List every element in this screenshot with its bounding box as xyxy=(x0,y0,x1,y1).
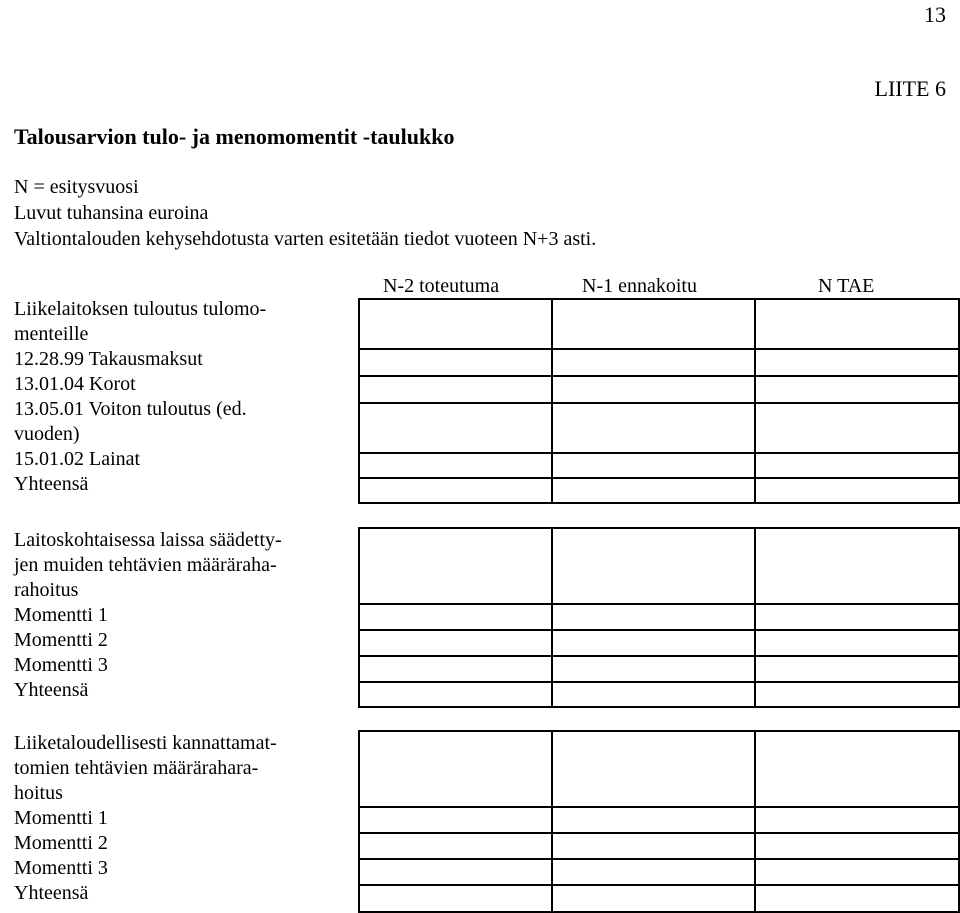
page-number: 13 xyxy=(924,2,946,27)
row-divider xyxy=(360,375,958,377)
document-title: Talousarvion tulo- ja menomomentit -taulukko xyxy=(14,124,455,149)
row-divider xyxy=(360,603,958,605)
row-label: Laitoskohtaisessa laissa säädetty- xyxy=(14,529,282,551)
row-divider xyxy=(360,884,958,886)
row-label: Momentti 3 xyxy=(14,654,108,676)
row-label: Momentti 1 xyxy=(14,604,108,626)
section-1-labels xyxy=(14,297,359,497)
row-divider xyxy=(360,477,958,479)
row-label: menteille xyxy=(14,323,89,345)
row-label: Liikelaitoksen tuloutus tulomo- xyxy=(14,298,267,320)
row-label: hoitus xyxy=(14,782,63,804)
row-label: Momentti 2 xyxy=(14,629,108,651)
row-label: vuoden) xyxy=(14,423,80,445)
row-label: Momentti 3 xyxy=(14,857,108,879)
row-divider xyxy=(360,452,958,454)
section-3-grid xyxy=(358,730,960,913)
intro-line: N = esitysvuosi xyxy=(14,176,139,198)
intro-line: Valtiontalouden kehysehdotusta varten esitetään tiedot vuoteen N+3 asti. xyxy=(14,228,597,250)
column-divider xyxy=(754,529,756,706)
row-label: 12.28.99 Takausmaksut xyxy=(14,348,203,370)
row-label: jen muiden tehtävien määräraha- xyxy=(14,554,277,576)
section-2-grid xyxy=(358,527,960,708)
row-divider xyxy=(360,832,958,834)
row-label: Yhteensä xyxy=(14,882,89,904)
row-divider xyxy=(360,681,958,683)
column-header-n2: N-2 toteutuma xyxy=(383,275,500,297)
appendix-label: LIITE 6 xyxy=(874,76,946,101)
column-divider xyxy=(551,300,553,502)
row-label: rahoitus xyxy=(14,579,79,601)
column-divider xyxy=(551,529,553,706)
row-label: tomien tehtävien määrärahara- xyxy=(14,757,259,779)
intro-line: Luvut tuhansina euroina xyxy=(14,202,209,224)
section-1-grid xyxy=(358,298,960,504)
row-divider xyxy=(360,806,958,808)
column-divider xyxy=(754,300,756,502)
intro-notes xyxy=(14,174,596,252)
row-divider xyxy=(360,655,958,657)
section-3-labels xyxy=(14,731,359,906)
row-label: 13.05.01 Voiton tuloutus (ed. xyxy=(14,398,247,420)
row-label: Yhteensä xyxy=(14,473,89,495)
row-label: Momentti 1 xyxy=(14,807,108,829)
column-header-ntae: N TAE xyxy=(818,275,875,297)
row-label: 15.01.02 Lainat xyxy=(14,448,141,470)
row-divider xyxy=(360,402,958,404)
row-divider xyxy=(360,348,958,350)
row-label: Momentti 2 xyxy=(14,832,108,854)
row-label: Liiketaloudellisesti kannattamat- xyxy=(14,732,277,754)
row-divider xyxy=(360,629,958,631)
row-label: 13.01.04 Korot xyxy=(14,373,136,395)
row-divider xyxy=(360,858,958,860)
section-2-labels xyxy=(14,528,359,703)
row-label: Yhteensä xyxy=(14,679,89,701)
column-header-n1: N-1 ennakoitu xyxy=(582,275,697,297)
